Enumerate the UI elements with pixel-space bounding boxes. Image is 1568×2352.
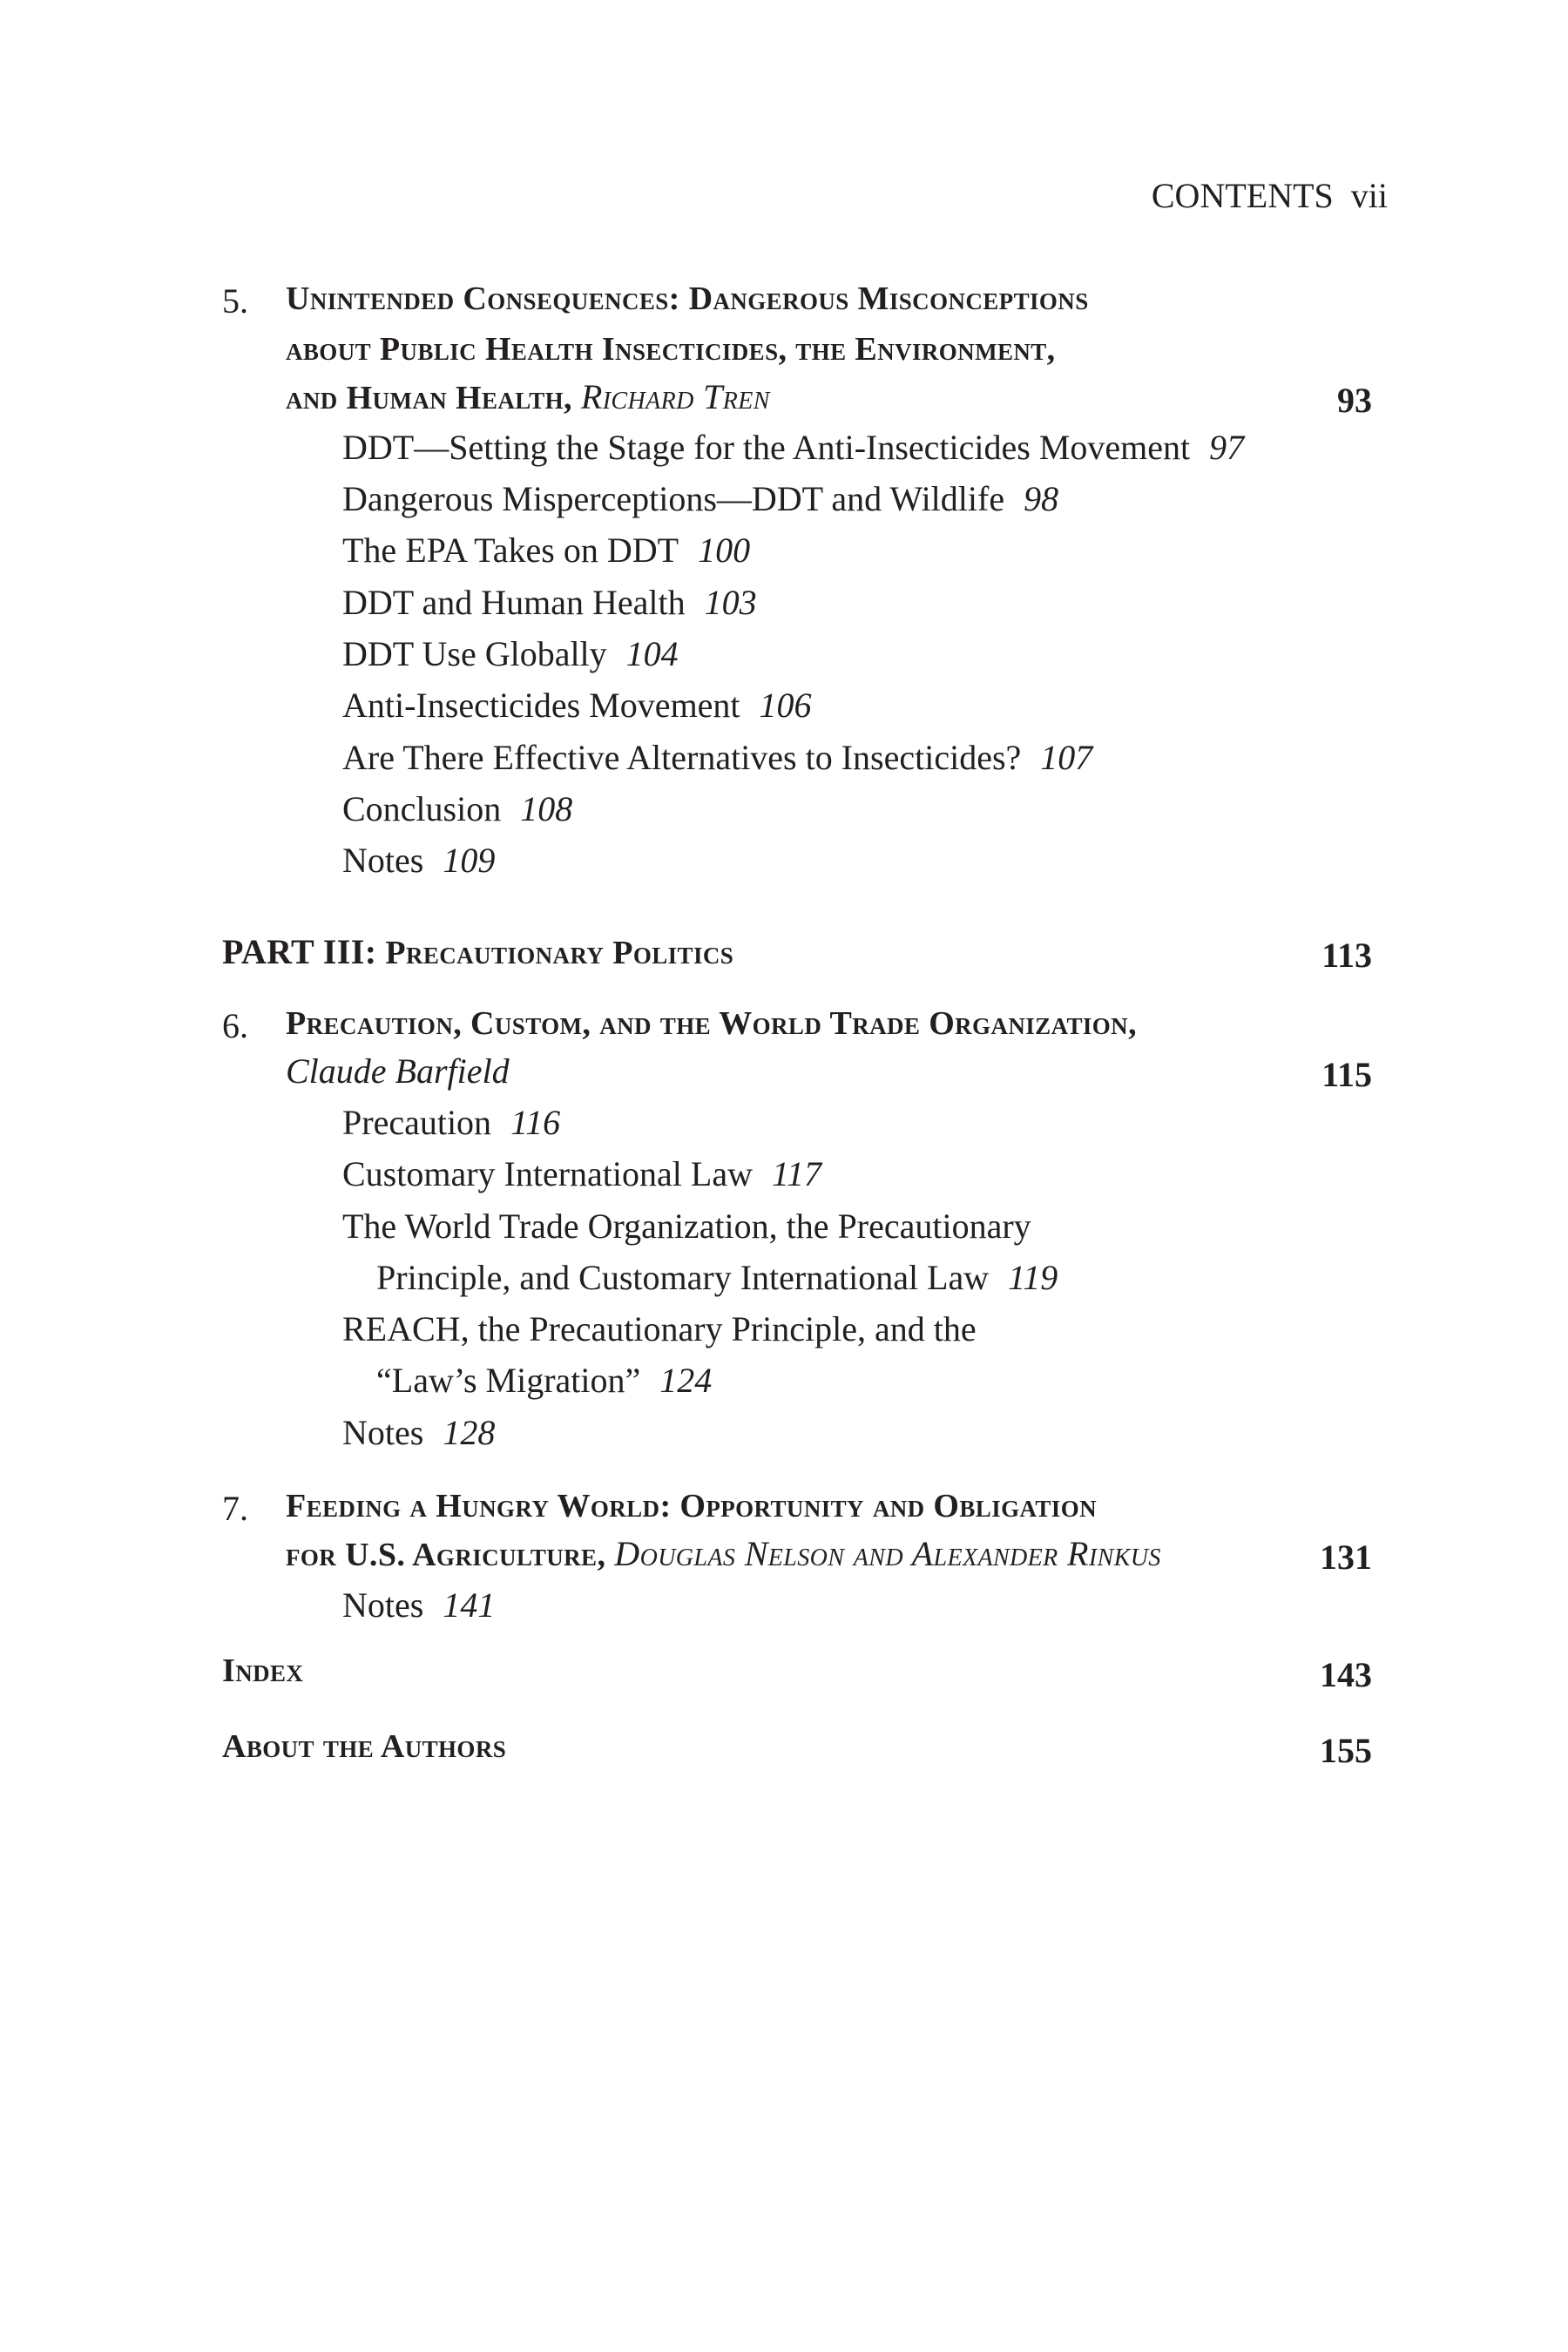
chapter-author: Douglas Nelson and Alexander Rinkus — [614, 1534, 1161, 1573]
toc-entry: Notes 128 — [342, 1413, 496, 1452]
chapter-title-line: Precaution, Custom, and the World Trade Organization, — [286, 1005, 1137, 1042]
toc-entry: DDT Use Globally 104 — [342, 634, 679, 673]
about-authors-title: About the Authors — [222, 1728, 507, 1765]
chapter-title-line: Feeding a Hungry World: Opportunity and Obligation — [286, 1488, 1098, 1524]
running-head-folio: vii — [1350, 176, 1388, 215]
part-title: Precautionary Politics — [385, 935, 734, 971]
toc-entry: Customary International Law 117 — [342, 1154, 822, 1193]
toc-entry: The EPA Takes on DDT 100 — [342, 531, 751, 570]
toc-entry-continuation: Principle, and Customary International Law 119 — [376, 1258, 1058, 1297]
chapter-title-line: and Human Health, Richard Tren — [286, 377, 770, 416]
chapter-number: 5. — [222, 281, 248, 321]
chapter-title-line: Unintended Consequences: Dangerous Misconceptions — [286, 280, 1089, 317]
toc-entry: DDT and Human Health 103 — [342, 583, 757, 622]
toc-entry: Precaution 116 — [342, 1103, 561, 1142]
running-head — [1151, 176, 1388, 215]
part-heading — [222, 932, 734, 971]
toc-entry: Notes 109 — [342, 841, 496, 880]
chapter-number: 6. — [222, 1006, 248, 1045]
chapter-title-line: about Public Health Insecticides, the Environment, — [286, 331, 1056, 368]
toc-entry: REACH, the Precautionary Principle, and the — [342, 1309, 977, 1348]
toc-entry-continuation: “Law’s Migration” 124 — [376, 1361, 713, 1400]
chapter-page-number: 115 — [1321, 1055, 1372, 1094]
part-page-number: 113 — [1321, 936, 1372, 975]
toc-entry: Notes 141 — [342, 1585, 496, 1625]
index-page-number: 143 — [1320, 1655, 1372, 1694]
toc-entry: Conclusion 108 — [342, 789, 573, 828]
chapter-page-number: 93 — [1337, 381, 1372, 420]
toc-entry: The World Trade Organization, the Precautionary — [342, 1206, 1031, 1246]
chapter-page-number: 131 — [1320, 1538, 1372, 1577]
toc-entry: Dangerous Misperceptions—DDT and Wildlife 98 — [342, 479, 1059, 518]
toc-entry: DDT—Setting the Stage for the Anti-Insecticides Movement 97 — [342, 428, 1245, 467]
part-label: PART III: — [222, 932, 377, 971]
about-authors-page-number: 155 — [1320, 1731, 1372, 1770]
toc-entry: Anti-Insecticides Movement 106 — [342, 686, 812, 725]
chapter-title-line: for U.S. Agriculture, Douglas Nelson and Alexander Rinkus — [286, 1534, 1161, 1573]
chapter-number: 7. — [222, 1489, 248, 1528]
chapter-author: Richard Tren — [580, 377, 770, 416]
chapter-author: Claude Barfield — [286, 1051, 510, 1091]
running-head-title: CONTENTS — [1151, 176, 1334, 215]
toc-entry: Are There Effective Alternatives to Insecticides? 107 — [342, 738, 1093, 777]
index-title: Index — [222, 1652, 304, 1689]
